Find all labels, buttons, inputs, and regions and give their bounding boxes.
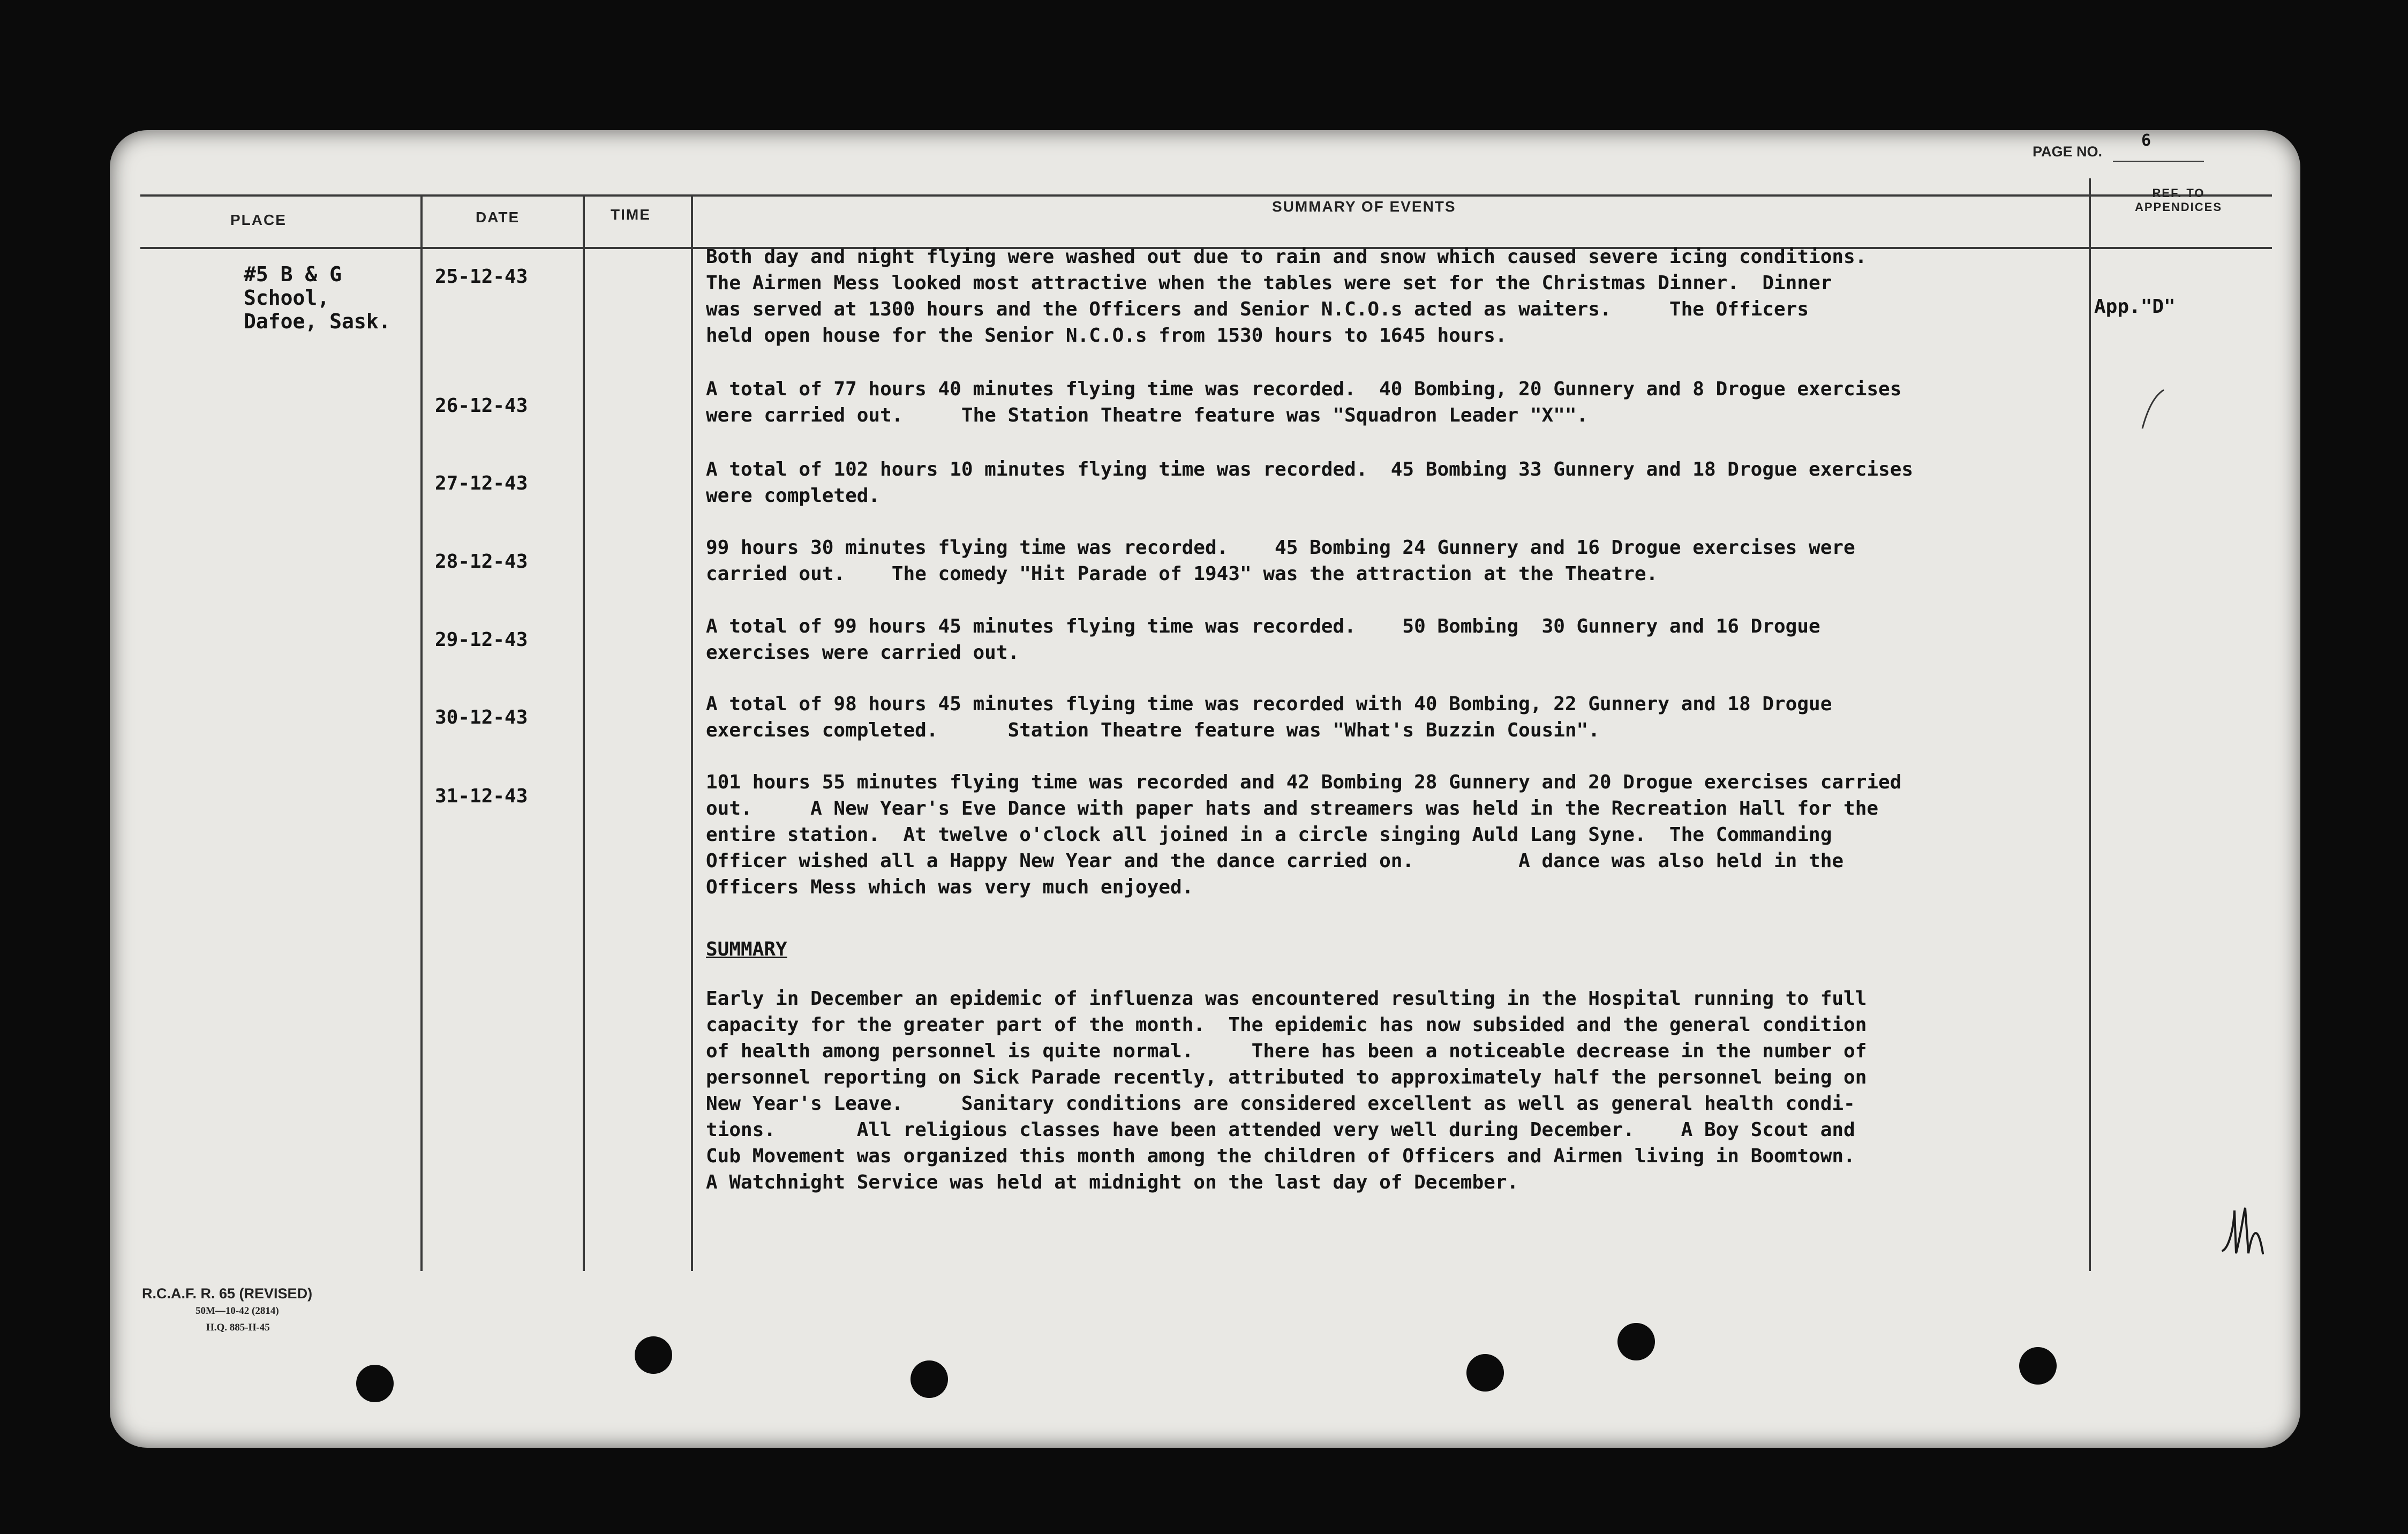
form-print-code: H.Q. 885-H-45 <box>206 1322 270 1333</box>
page-number-underline <box>2113 161 2204 162</box>
header-top-rule <box>140 194 2272 197</box>
entry-text: 99 hours 30 minutes flying time was recorded. 45 Bombing 24 Gunnery and 16 Drogue exercises were carried out. The comedy "Hit Parade of 1943" was the attraction at the Theatre. <box>706 537 1855 585</box>
rule-summary-ref <box>2089 178 2091 1271</box>
summary-text: Early in December an epidemic of influenza was encountered resulting in the Hospital running to full capacity for the greater part of the month. The epidemic has now subsided and the general condition of health among personnel is quite normal. There has been a noticeable decrease in the number of personnel reporting on Sick Parade recently, attributed to approximately half the personnel being on New Year's Leave. Sanitary conditions are considered excellent as well as general health condi- tions. All religious classes have been attended very well during December. A Boy Scout and Cub Movement was organized this month among the children of Officers and Airmen living in Boomtown. A Watchnight Service was held at midnight on the last day of December. <box>706 988 1867 1193</box>
summary-heading: SUMMARY <box>706 938 787 960</box>
col-date: DATE <box>476 209 520 225</box>
col-ref: REF. TO APPENDICES <box>2135 186 2223 214</box>
pencil-mark <box>2137 386 2169 434</box>
place: #5 B & G School, Dafoe, Sask. <box>244 262 391 333</box>
col-summary: SUMMARY OF EVENTS <box>1272 198 1456 215</box>
rule-date-time <box>583 194 585 1271</box>
entry-date: 26-12-43 <box>435 395 528 417</box>
punch-hole <box>1466 1354 1504 1392</box>
rule-place-date <box>420 194 423 1271</box>
entry-date: 25-12-43 <box>435 266 528 288</box>
entry-text: A total of 98 hours 45 minutes flying time was recorded with 40 Bombing, 22 Gunnery and 18 Drogue exercises completed. Station Theatre feature was "What's Buzzin Cousin". <box>706 693 1832 741</box>
page-number-label: PAGE NO. <box>2033 144 2103 160</box>
form-id: R.C.A.F. R. 65 (REVISED) <box>142 1285 313 1302</box>
punch-hole <box>635 1336 672 1374</box>
punch-hole <box>1617 1323 1655 1360</box>
entry-text: A total of 102 hours 10 minutes flying time was recorded. 45 Bombing 33 Gunnery and 18 Drogue exercises were completed. <box>706 458 1914 507</box>
punch-hole <box>356 1365 394 1402</box>
entry-date: 29-12-43 <box>435 629 528 651</box>
appendix-ref: App."D" <box>2094 296 2176 318</box>
rule-time-summary <box>691 194 693 1271</box>
entry-date: 27-12-43 <box>435 472 528 494</box>
entry-text: A total of 77 hours 40 minutes flying time was recorded. 40 Bombing, 20 Gunnery and 8 Drogue exercises were carried out. The Station Theatre feature was "Squadron Leader "X"". <box>706 378 1902 426</box>
handwritten-initials <box>2212 1200 2271 1264</box>
entry-text: 101 hours 55 minutes flying time was recorded and 42 Bombing 28 Gunnery and 20 Drogue exercises carried out. A New Year's Eve Dance with paper hats and streamers was held in the Recreation Hall for the entire station. At twelve o'clock all joined in a circle singing Auld Lang Syne. The Commanding Officer wished all a Happy New Year and the dance carried on. A dance was also held in the Officers Mess which was very much enjoyed. <box>706 771 1902 898</box>
page-number: 6 <box>2141 131 2151 150</box>
col-time: TIME <box>611 206 651 223</box>
entry-date: 31-12-43 <box>435 785 528 807</box>
punch-hole <box>2019 1347 2057 1385</box>
col-place: PLACE <box>230 212 287 228</box>
punch-hole <box>910 1360 948 1398</box>
form-print-run: 50M—10-42 (2814) <box>195 1305 279 1317</box>
entry-text: A total of 99 hours 45 minutes flying time was recorded. 50 Bombing 30 Gunnery and 16 Drogue exercises were carried out. <box>706 615 1820 664</box>
entry-date: 28-12-43 <box>435 551 528 573</box>
entry-text: Both day and night flying were washed out due to rain and snow which caused severe icing conditions. The Airmen Mess looked most attractive when the tables were set for the Christmas Dinner. Dinner was served at 1300 hours and the Officers and Senior N.C.O.s acted as waiters. The Officers held open house for the Senior N.C.O.s from 1530 hours to 1645 hours. <box>706 246 1867 347</box>
entry-date: 30-12-43 <box>435 706 528 728</box>
